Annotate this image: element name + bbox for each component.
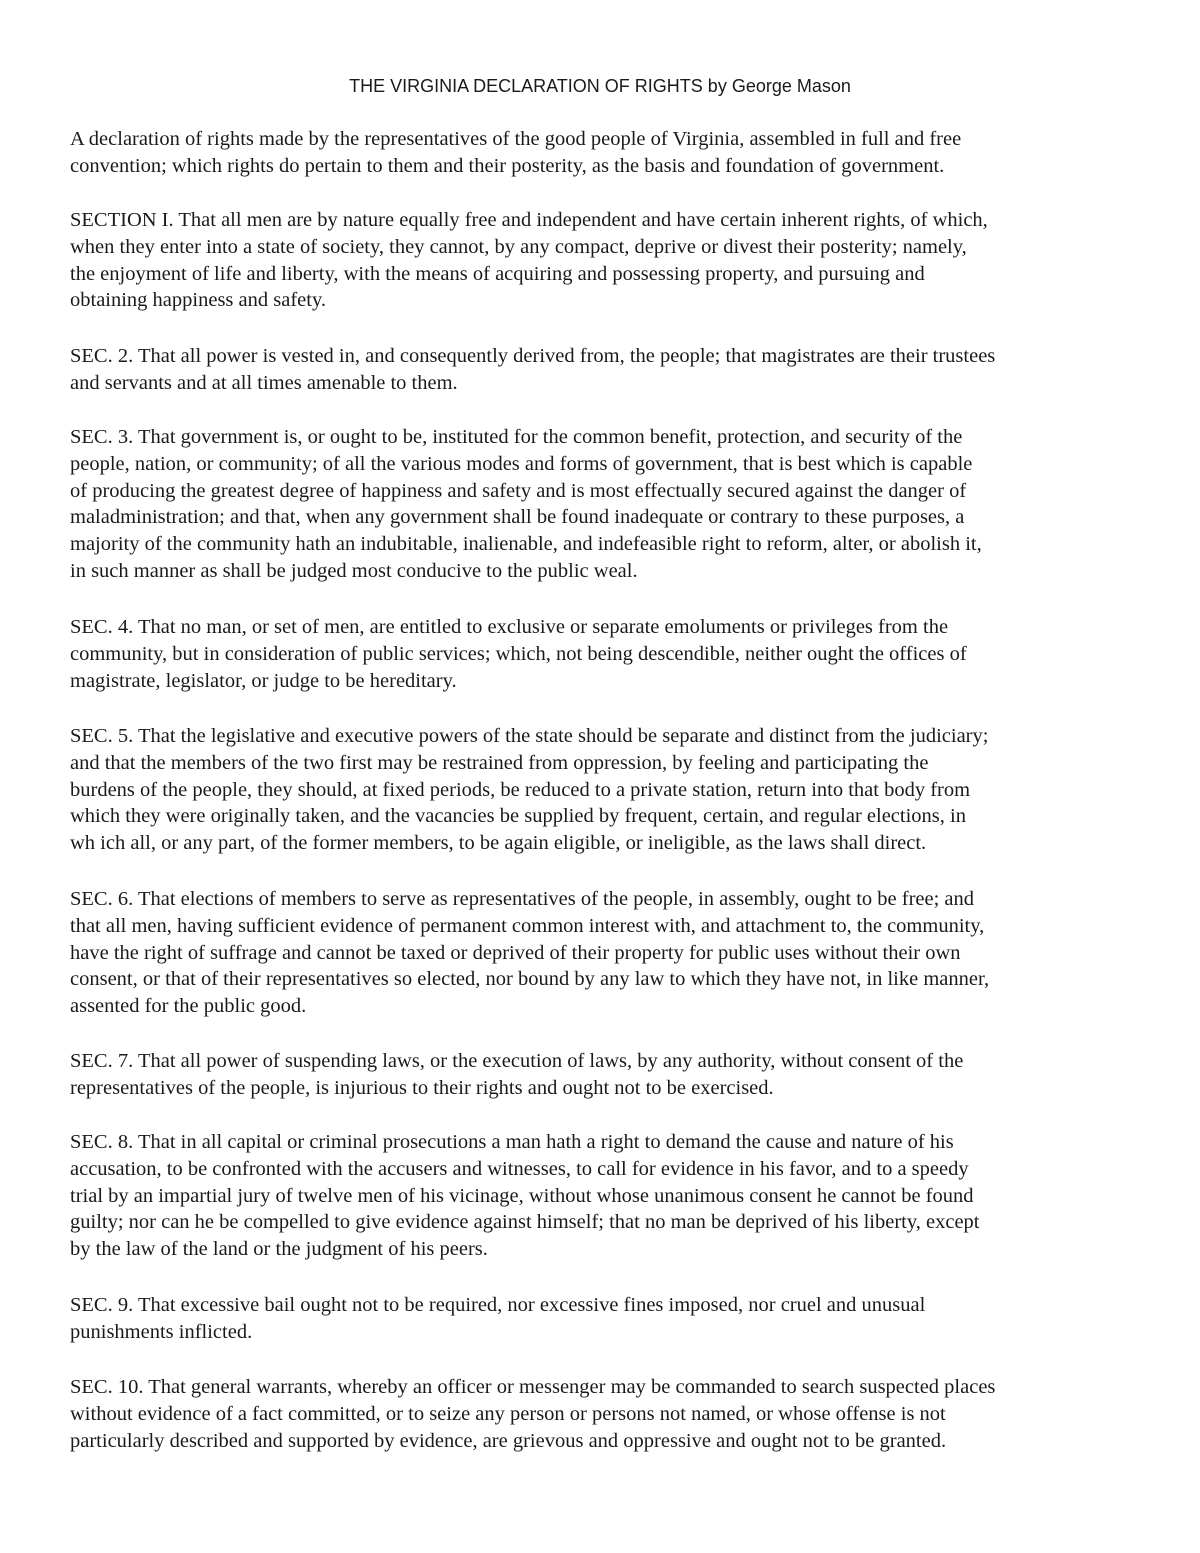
section-6-paragraph: SEC. 6. That elections of members to serve as representatives of the people, in assembly, ought to be free; and that all men, having sufficient evidence of permanent common interest with, and attachment to, the community, have the right of suffrage and cannot be taxed or deprived of their property for public uses without their own consent, or that of their representatives so elected, nor bound by any law to which they have not, in like manner, assented for the public good. <box>70 888 990 1018</box>
section-9-paragraph: SEC. 9. That excessive bail ought not to be required, nor excessive fines imposed, nor cruel and unusual punishments inflicted. <box>70 1294 926 1343</box>
document-title: THE VIRGINIA DECLARATION OF RIGHTS by George Mason <box>349 76 851 96</box>
preamble-paragraph: A declaration of rights made by the representatives of the good people of Virginia, assembled in full and free convention; which rights do pertain to them and their posterity, as the basis and foundation of government. <box>70 128 962 177</box>
section-10-paragraph: SEC. 10. That general warrants, whereby an officer or messenger may be commanded to search suspected places without evidence of a fact committed, or to seize any person or persons not named, or whose offense is not particularly described and supported by evidence, are grievous and oppressive and ought not to be granted. <box>70 1376 996 1452</box>
section-8-paragraph: SEC. 8. That in all capital or criminal prosecutions a man hath a right to demand the cause and nature of his accusation, to be confronted with the accusers and witnesses, to call for evidence in his favor, and to a speedy trial by an impartial jury of twelve men of his vicinage, without whose unanimous consent he cannot be found guilty; nor can he be compelled to give evidence against himself; that no man be deprived of his liberty, except by the law of the land or the judgment of his peers. <box>70 1131 980 1261</box>
section-4-paragraph: SEC. 4. That no man, or set of men, are entitled to exclusive or separate emoluments or privileges from the community, but in consideration of public services; which, not being descendible, neither ought the offices of magistrate, legislator, or judge to be hereditary. <box>70 616 967 692</box>
section-5-paragraph: SEC. 5. That the legislative and executive powers of the state should be separate and distinct from the judiciary; and that the members of the two first may be restrained from oppression, by feeling and participating the burdens of the people, they should, at fixed periods, be reduced to a private station, return into that body from which they were originally taken, and the vacancies be supplied by frequent, certain, and regular elections, in wh ich all, or any part, of the former members, to be again eligible, or ineligible, as the laws shall direct. <box>70 725 989 855</box>
section-3-paragraph: SEC. 3. That government is, or ought to be, instituted for the common benefit, protection, and security of the people, nation, or community; of all the various modes and forms of government, that is best which is capable of producing the greatest degree of happiness and safety and is most effectually secured against the danger of maladministration; and that, when any government shall be found inadequate or contrary to these purposes, a majority of the community hath an indubitable, inalienable, and indefeasible right to reform, alter, or abolish it, in such manner as shall be judged most conducive to the public weal. <box>70 426 982 582</box>
section-7-paragraph: SEC. 7. That all power of suspending laws, or the execution of laws, by any authority, without consent of the representatives of the people, is injurious to their rights and ought not to be exercised. <box>70 1050 964 1099</box>
section-1-paragraph: SECTION I. That all men are by nature equally free and independent and have certain inherent rights, of which, when they enter into a state of society, they cannot, by any compact, deprive or divest their posterity; namely, the enjoyment of life and liberty, with the means of acquiring and possessing property, and pursuing and obtaining happiness and safety. <box>70 209 988 312</box>
section-2-paragraph: SEC. 2. That all power is vested in, and consequently derived from, the people; that magistrates are their trustees and servants and at all times amenable to them. <box>70 345 996 394</box>
